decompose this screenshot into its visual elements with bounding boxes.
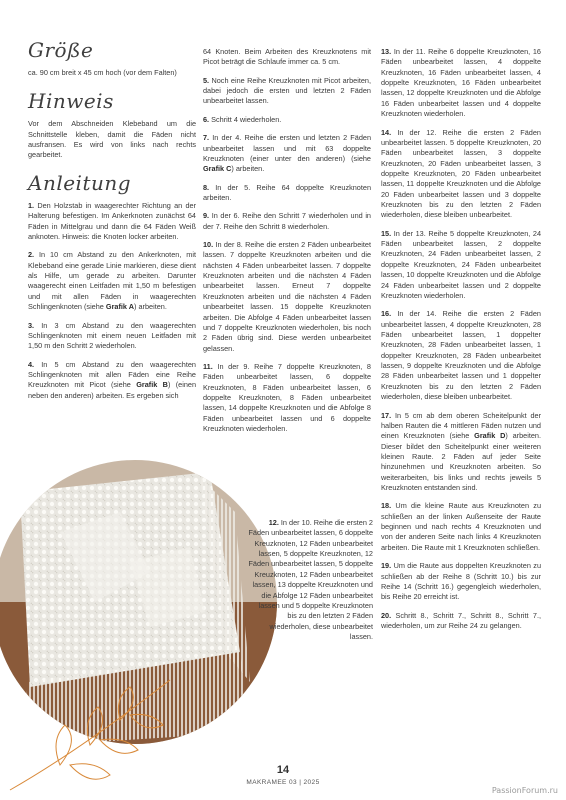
column-middle xyxy=(203,47,371,443)
step-number: 8. xyxy=(203,182,210,192)
instruction-step xyxy=(381,561,541,602)
size-text: ca. 90 cm breit x 45 cm hoch (vor dem Falten) xyxy=(28,68,177,78)
watermark: PassionForum.ru xyxy=(491,786,558,795)
step-number: 14. xyxy=(381,127,392,137)
heading-groesse: Größe xyxy=(28,38,94,62)
step-text: In der 8. Reihe die ersten 2 Fäden unbearbeitet lassen. 7 doppelte Kreuzknoten arbeiten und die nächsten 4 Fäden unbearbeitet lassen. 7 doppelte Kreuzknoten arbeiten und die nächsten 4 Fäden unbearbeitet lassen. Erneut 7 doppelte Kreuzknoten arbeiten und die nächsten 4 Fäden unbearbeitet lassen. 15 doppelte Kreuzknoten arbeiten. Die Abfolge 4 Fäden unbearbeitet lassen und 7 doppelte Kreuzknoten wiederholen, bis noch 2 Fäden übrig sind. Diese werden unbearbeitet gelassen. xyxy=(203,240,372,353)
step-text: In der 9. Reihe 7 doppelte Kreuzknoten, 8 Fäden unbearbeitet lassen, 6 doppelte Kreuzknoten, 8 Fäden unbearbeitet lassen, 6 doppelte Kreuzknoten, 8 Fäden unbearbeitet lassen, 14 doppelte Kreuzknoten und die Abfolge 8 Fäden unbearbeitet lassen und 6 doppelte Kreuzknoten wiederholen. xyxy=(203,361,371,434)
grafik-reference: Grafik A xyxy=(105,302,135,312)
step-number: 16. xyxy=(381,309,392,319)
step-number: 12. xyxy=(268,518,279,527)
instruction-step xyxy=(381,611,541,632)
step-number: 9. xyxy=(203,211,210,221)
grafik-reference: Grafik C xyxy=(203,164,232,174)
grafik-reference: Grafik D xyxy=(474,431,506,441)
step-text: In der 12. Reihe die ersten 2 Fäden unbearbeitet lassen. 5 doppelte Kreuzknoten, 20 Fäden unbearbeitet lassen, 3 doppelte Kreuzknoten, 20 Fäden unbearbeitet lassen, 3 doppelte Kreuzknoten, 20 Fäden unbearbeitet lassen, 11 doppelte Kreuzknoten und die Abfolge 20 Fäden unbearbeitet lassen und 3 doppelte Kreuzknoten bis zu den letzten 2 Fäden wiederholen, diese bleiben unbearbeitet. xyxy=(381,127,541,220)
step-text: In der 5. Reihe 64 doppelte Kreuzknoten arbeiten. xyxy=(203,182,372,202)
step-text: In 5 cm ab dem oberen Scheitelpunkt der halben Rauten die 4 mittleren Fäden nutzen und einen Kreuzknoten (siehe xyxy=(381,410,541,441)
anleitung-steps xyxy=(28,201,196,401)
instruction-step xyxy=(203,183,371,204)
step-text: Noch eine Reihe Kreuzknoten mit Picot arbeiten, dabei jedoch die ersten und letzten 2 Fäden unbearbeitet lassen. xyxy=(203,75,372,106)
grafik-reference: Grafik B xyxy=(136,380,168,390)
hint-text: Vor dem Abschneiden Klebeband um die Schnittstelle kleben, damit die Fäden nicht ausfransen. Es wird von links nach rechts gearbeitet. xyxy=(28,119,196,160)
step-number: 6. xyxy=(203,114,210,124)
step-number: 19. xyxy=(381,561,392,571)
leaf-decoration-icon xyxy=(0,640,190,800)
instruction-step xyxy=(203,362,371,435)
step-number: 3. xyxy=(28,320,35,330)
step-number: 10. xyxy=(203,240,214,250)
step-text: In 3 cm Abstand zu den waagerechten Schlingenknoten mit einem neuen Leitfaden mit 1,50 m den Schritt 2 wiederholen. xyxy=(28,320,196,351)
heading-anleitung: Anleitung xyxy=(28,170,132,195)
step-text: In der 13. Reihe 5 doppelte Kreuzknoten, 24 Fäden unbearbeitet lassen, 2 doppelte Kreuzknoten, 24 Fäden unbearbeitet lassen, 2 doppelte Kreuzknoten, 24 Fäden unbearbeitet lassen, 10 doppelte Kreuzknoten und die Abfolge 24 Fäden unbearbeitet lassen und 2 doppelte Kreuzknoten wiederholen. xyxy=(381,228,542,300)
step-text: In der 14. Reihe die ersten 2 Fäden unbearbeitet lassen, 4 doppelte Kreuzknoten, 28 Fäden unbearbeitet lassen, 1 doppelter Kreuzknoten, 28 Fäden unbearbeitet lassen, 1 doppelter Kreuzknoten, 28 Fäden unbearbeitet lassen, 9 doppelte Kreuzknoten und die Abfolge 28 Fäden unbearbeitet lassen und 1 doppelter Kreuzknoten bis zu den letzten 2 Fäden wiederholen, diese bleiben unbearbeitet. xyxy=(381,309,541,402)
step-text-after: ) arbeiten. xyxy=(134,302,167,312)
instruction-step xyxy=(28,250,196,312)
step-number: 1. xyxy=(28,200,35,210)
step-text: Schritt 4 wiederholen. xyxy=(211,114,282,124)
step-text: In der 11. Reihe 6 doppelte Kreuzknoten, 16 Fäden unbearbeitet lassen, 4 doppelte Kreuzknoten, 16 Fäden unbearbeitet lassen, 4 doppelte Kreuzknoten, 16 Fäden unbearbeitet lassen, 12 doppelte Kreuzknoten und die Abfolge 16 Fäden unbearbeitet lassen und 4 doppelte Kreuzknoten wiederholen. xyxy=(381,47,541,119)
step-text: In der 10. Reihe die ersten 2 Fäden unbearbeitet lassen, 6 doppelte Kreuzknoten, 12 Fäden unbearbeitet lassen, 5 doppelte Kreuzknoten, 12 Fäden unbearbeitet lassen, 5 doppelte Kreuzknoten, 12 Fäden unbearbeitet lassen, 13 doppelte Kreuzknoten und die Abfolge 12 Fäden unbearbeitet lassen und 5 doppelte Kreuzknoten bis zu den letzten 2 Fäden wiederholen, diese unbearbeitet lassen. xyxy=(248,518,373,641)
step-number: 18. xyxy=(381,501,392,511)
step-text: Schritt 8., Schritt 7., Schritt 8., Schritt 7., wiederholen, um zur Reihe 24 zu gelangen. xyxy=(381,610,541,630)
step-text-after: ) arbeiten. Dieser bildet den Scheitelpunkt einer weiteren kleinen Raute. 2 Fäden auf jeder Seite hinzunehmen und Kreuzknoten arbeiten. So weiterarbeiten, bis links und rechts jeweils 5 Kreuzknoten entstanden sind. xyxy=(381,431,542,493)
step-text-after: ) arbeiten. xyxy=(231,164,265,174)
step-number: 20. xyxy=(381,610,392,620)
instruction-step xyxy=(28,201,196,242)
step-number: 7. xyxy=(203,133,210,143)
instruction-step xyxy=(381,229,541,302)
step-text: Den Holzstab in waagerechter Richtung an der Halterung befestigen. Im Ankerknoten zunächst 64 Fäden in Mittelgrau und dann die 64 Fäden Weiß anknoten. Hinweis: die Knoten locker arbeiten. xyxy=(28,200,197,242)
step-text: Um die Raute aus doppelten Kreuzknoten zu schließen ab der Reihe 8 (Schritt 10.) bis zur Reihe 14 (Schritt 16.) gegengleich wiederholen, bis Reihe 20 erreicht ist. xyxy=(381,561,542,602)
page-number: 14 xyxy=(276,764,290,776)
instruction-step xyxy=(28,321,196,352)
instruction-step xyxy=(381,309,541,402)
step-text: 64 Knoten. Beim Arbeiten des Kreuzknotens mit Picot beträgt die Schlaufe immer ca. 5 cm. xyxy=(203,47,371,67)
column-right xyxy=(381,47,541,639)
step-number: 5. xyxy=(203,75,210,85)
instruction-step xyxy=(203,76,371,107)
column-left xyxy=(28,30,196,409)
instruction-step xyxy=(28,360,196,401)
instruction-step xyxy=(203,240,371,354)
step-number: 13. xyxy=(381,47,392,56)
instruction-step xyxy=(203,211,371,232)
step-number: 17. xyxy=(381,410,392,420)
heading-hinweis: Hinweis xyxy=(28,88,114,113)
instruction-step xyxy=(381,411,541,494)
step-text: In der 4. Reihe die ersten und letzten 2 Fäden unbearbeitet lassen und mit 63 doppelte Kreuzknoten (einer unter den anderen) (siehe xyxy=(203,133,371,163)
step-text: Um die kleine Raute aus Kreuzknoten zu schließen an der linken Außenseite der Raute beginnen und nach rechts 4 Kreuzknoten und von der anderen Seite nach links 4 Kreuzknoten arbeiten. Die Raute mit 1 Kreuzknoten schließen. xyxy=(381,501,542,552)
step-text: In 5 cm Abstand zu den waagerechten Schlingenknoten mit allen Fäden eine Reihe Kreuzknoten mit Picot (siehe xyxy=(28,359,196,390)
step-number: 15. xyxy=(381,228,392,238)
instruction-step xyxy=(203,115,371,125)
issue-label: MAKRAMEE 03 | 2025 xyxy=(246,779,320,786)
step-text-after: ) (einen neben den anderen) arbeiten. Es ergeben sich xyxy=(28,380,197,400)
instruction-step xyxy=(381,501,541,553)
step-12 xyxy=(248,518,373,642)
step-number: 11. xyxy=(203,361,213,371)
step-number: 2. xyxy=(28,250,35,260)
instruction-step xyxy=(203,47,371,68)
instruction-step xyxy=(381,128,541,221)
step-text: In der 6. Reihe den Schritt 7 wiederholen und in der 7. Reihe den Schritt 8 wiederholen. xyxy=(203,211,371,231)
step-number: 4. xyxy=(28,359,35,369)
step-text: In 10 cm Abstand zu den Ankerknoten, mit Klebeband eine gerade Linie markieren, diese dient als Hilfe, um gerade zu arbeiten. Darunter waagerecht einen Leitfaden mit 1,50 m befestigen und mit allen Fäden in waagerechten Schlingenknoten (siehe xyxy=(28,250,197,312)
instruction-step xyxy=(203,133,371,174)
instruction-step xyxy=(381,47,541,120)
